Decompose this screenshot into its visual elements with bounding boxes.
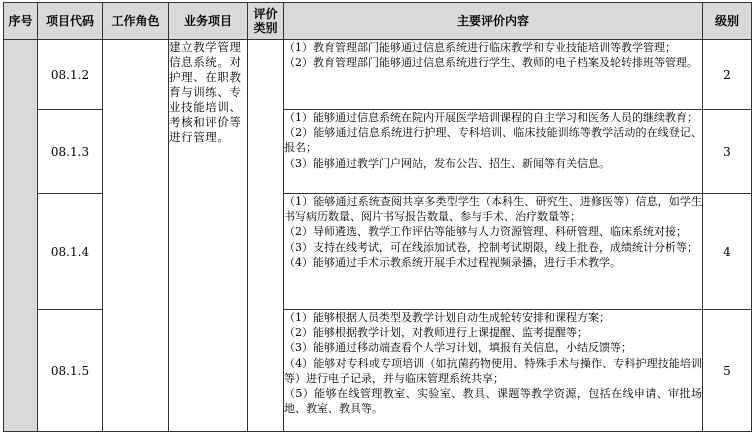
header-content: 主要评价内容: [284, 3, 703, 40]
level-cell: 4: [703, 194, 752, 310]
content-item: （1）能够根据人员类型及教学计划自动生成轮转安排和课程方案；: [284, 311, 610, 324]
header-row: [4, 3, 752, 40]
content-item: （2）能够通过信息系统进行护理、专科培训、临床技能训练等教学活动的在线登记、报名；: [284, 126, 702, 155]
seq-cell: [4, 40, 38, 432]
content-cell: [284, 110, 703, 194]
content-item: （1）能够通过信息系统在院内开展医学培训课程的自主学习和医务人员的继续教育；: [284, 111, 698, 124]
content-item: （3）能够通过教学门户网站，发布公告、招生、新闻等有关信息。: [284, 156, 610, 170]
category-cell: [248, 40, 284, 432]
content-item: （4）能够对专科或专项培训（如抗菌药物使用、特殊手术与操作、专科护理技能培训等）进行电子记录，并与临床管理系统共享；: [284, 356, 702, 385]
content-item: （4）能够通过手术示教系统开展手术过程视频录播，进行手术教学。: [284, 255, 621, 269]
content-item: （1）教育管理部门能够通过信息系统进行临床教学和专业技能培训等教学管理；: [284, 41, 676, 54]
level-cell: 5: [703, 310, 752, 432]
header-level: 级别: [703, 3, 752, 40]
content-cell: [284, 310, 703, 432]
code-cell: 08.1.3: [38, 110, 103, 194]
level-cell: 3: [703, 110, 752, 194]
content-item: （1）能够通过系统查阅共享多类型学生（本科生、研究生、进修医等）信息，如学生书写病历数量、阅片书写报告数量、参与手术、治疗数量等；: [284, 195, 702, 224]
content-item: （2）导师遴选、教学工作评估等能够与人力资源管理、科研管理、临床系统对接；: [284, 225, 687, 239]
code-cell: 08.1.4: [38, 194, 103, 310]
content-item: （2）教育管理部门能够通过信息系统进行学生、教师的电子档案及轮转排班等管理。: [284, 56, 698, 70]
content-cell: [284, 40, 703, 110]
code-cell: 08.1.2: [38, 40, 103, 110]
content-cell: [284, 194, 703, 310]
evaluation-table: [3, 2, 752, 432]
level-cell: 2: [703, 40, 752, 110]
content-item: （2）能够根据教学计划，对教师进行上课提醒、监考提醒等；: [284, 326, 588, 340]
content-item: （3）支持在线考试，可在线添加试卷，控制考试期限，线上批卷，成绩统计分析等；: [284, 240, 698, 254]
header-business: 业务项目: [169, 3, 248, 40]
content-item: （3）能够通过移动端查看个人学习计划，填报有关信息，小结反馈等；: [284, 341, 632, 355]
business-cell: 建立教学管理信息系统。对护理、在职教育与训练、专业技能培训、考核和评价等进行管理。: [169, 40, 248, 432]
header-code: 项目代码: [38, 3, 103, 40]
code-cell: 08.1.5: [38, 310, 103, 432]
header-seq: 序号: [4, 3, 38, 40]
role-cell: [103, 40, 169, 432]
table-row: [4, 40, 752, 110]
header-role: 工作角色: [103, 3, 169, 40]
content-item: （5）能够在线管理教室、实验室、教具、课题等教学资源，包括在线申请、审批场地、教室、教具等。: [284, 387, 702, 416]
header-category: 评价类别: [248, 3, 284, 40]
